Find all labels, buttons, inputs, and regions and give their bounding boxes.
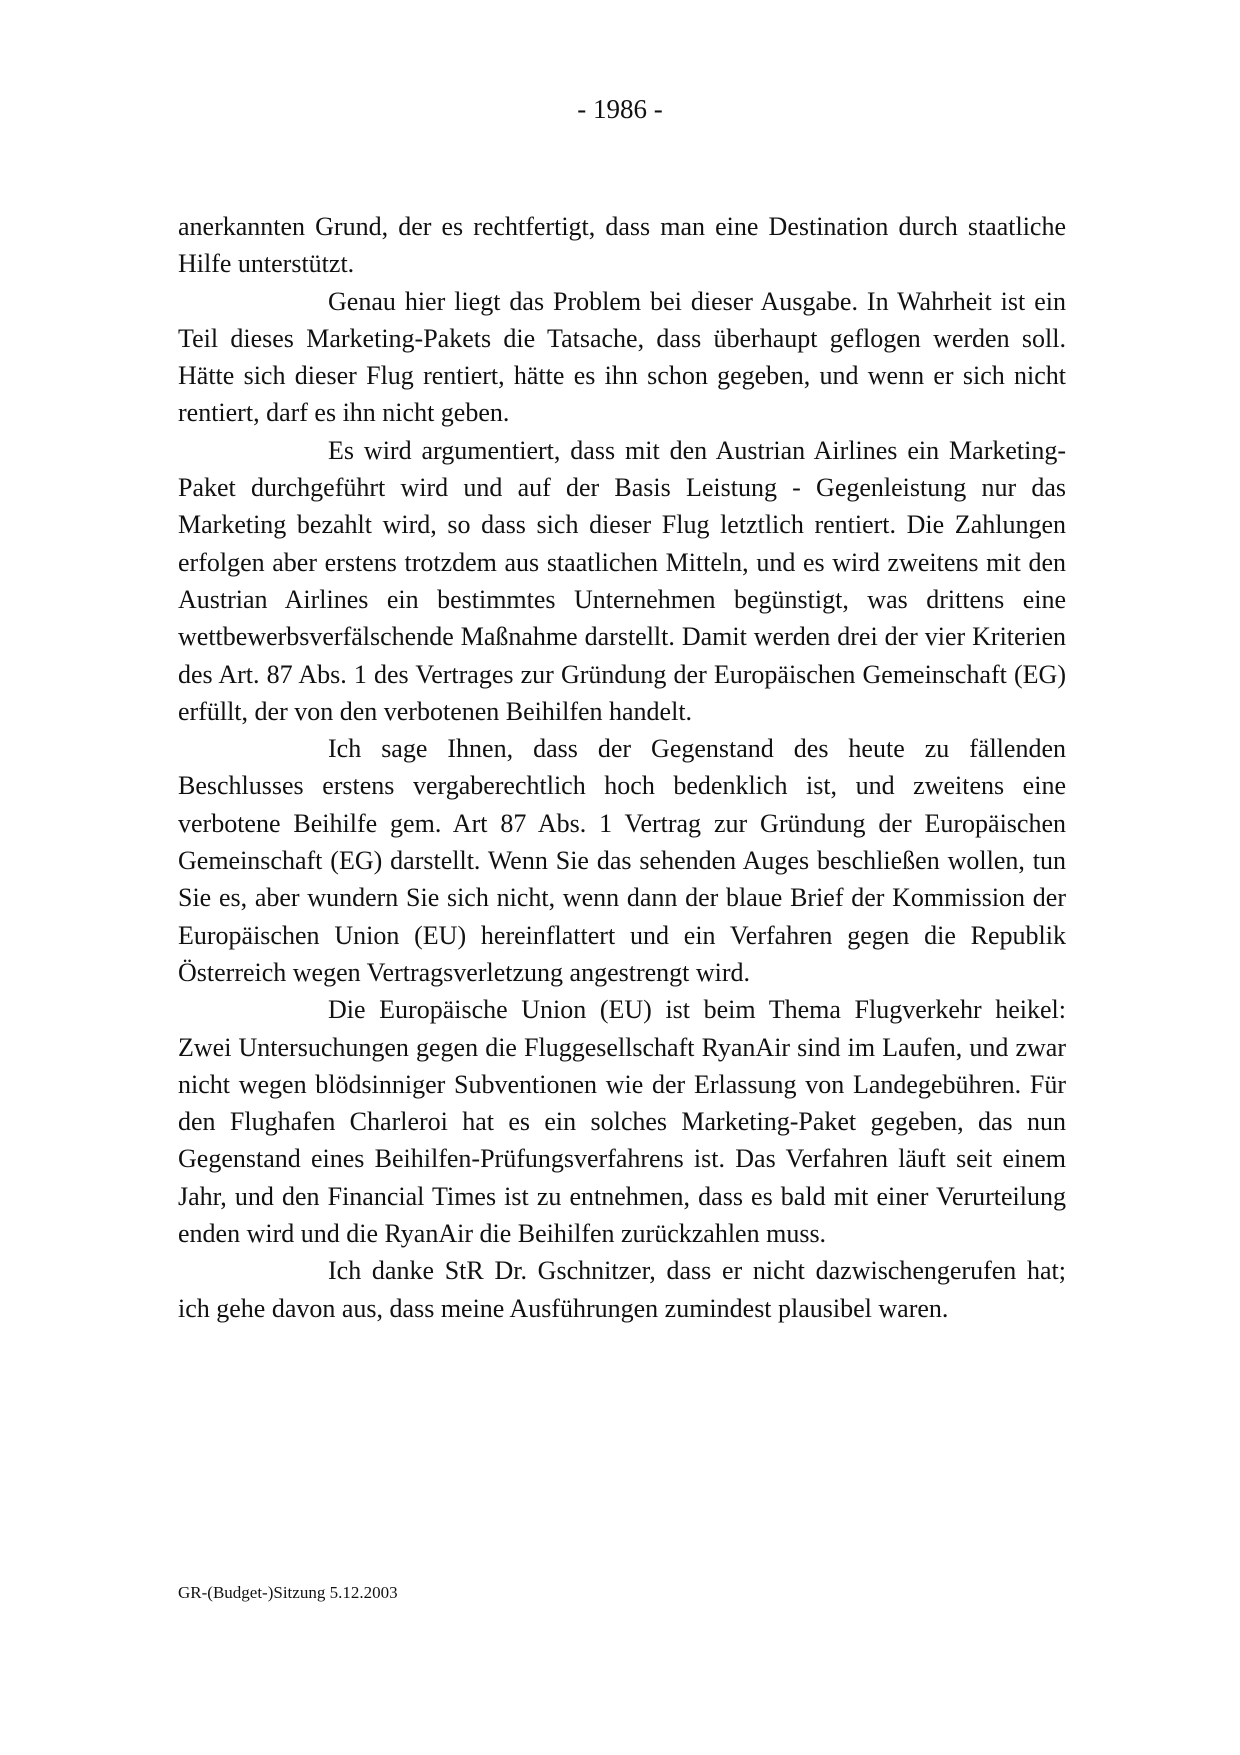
paragraph: Ich danke StR Dr. Gschnitzer, dass er nicht dazwischengerufen hat; ich gehe davon aus, dass meine Ausführungen zumindest plausibel waren.: [178, 1256, 1066, 1323]
paragraph: anerkannten Grund, der es rechtfertigt, dass man eine Destination durch staatliche Hilfe unterstützt.: [178, 212, 1066, 279]
page-number: - 1986 -: [577, 94, 663, 124]
paragraph: Genau hier liegt das Problem bei dieser Ausgabe. In Wahrheit ist ein Teil dieses Marketing-Pakets die Tatsache, dass überhaupt geflogen werden soll. Hätte sich dieser Flug rentiert, hätte es ihn schon gegeben, und wenn er sich nicht rentiert, darf es ihn nicht geben.: [178, 286, 1066, 428]
paragraph: Ich sage Ihnen, dass der Gegenstand des heute zu fällenden Beschlusses erstens vergaberechtlich hoch bedenklich ist, und zweitens eine verbotene Beihilfe gem. Art 87 Abs. 1 Vertrag zur Gründung der Europäischen Gemeinschaft (EG) darstellt. Wenn Sie das sehenden Auges beschließen wollen, tun Sie es, aber wundern Sie sich nicht, wenn dann der blaue Brief der Kommission der Europäischen Union (EU) hereinflattert und ein Verfahren gegen die Republik Österreich wegen Vertragsverletzung angestrengt wird.: [178, 734, 1066, 987]
document-body: [178, 208, 1066, 1327]
footer-session-label: GR-(Budget-)Sitzung 5.12.2003: [178, 1583, 398, 1602]
paragraph: Es wird argumentiert, dass mit den Austrian Airlines ein Marketing-Paket durchgeführt wird und auf der Basis Leistung - Gegenleistung nur das Marketing bezahlt wird, so dass sich dieser Flug letztlich rentiert. Die Zahlungen erfolgen aber erstens trotzdem aus staatlichen Mitteln, und es wird zweitens mit den Austrian Airlines ein bestimmtes Unternehmen begünstigt, was drittens eine wettbewerbsverfälschende Maßnahme darstellt. Damit werden drei der vier Kriterien des Art. 87 Abs. 1 des Vertrages zur Gründung der Europäischen Gemeinschaft (EG) erfüllt, der von den verbotenen Beihilfen handelt.: [178, 435, 1066, 726]
paragraph: Die Europäische Union (EU) ist beim Thema Flugverkehr heikel: Zwei Untersuchungen gegen die Fluggesellschaft RyanAir sind im Laufen, und zwar nicht wegen blödsinniger Subventionen wie der Erlassung von Landegebühren. Für den Flughafen Charleroi hat es ein solches Marketing-Paket gegeben, das nun Gegenstand eines Beihilfen-Prüfungsverfahrens ist. Das Verfahren läuft seit einem Jahr, und den Financial Times ist zu entnehmen, dass es bald mit einer Verurteilung enden wird und die RyanAir die Beihilfen zurückzahlen muss.: [178, 995, 1066, 1249]
